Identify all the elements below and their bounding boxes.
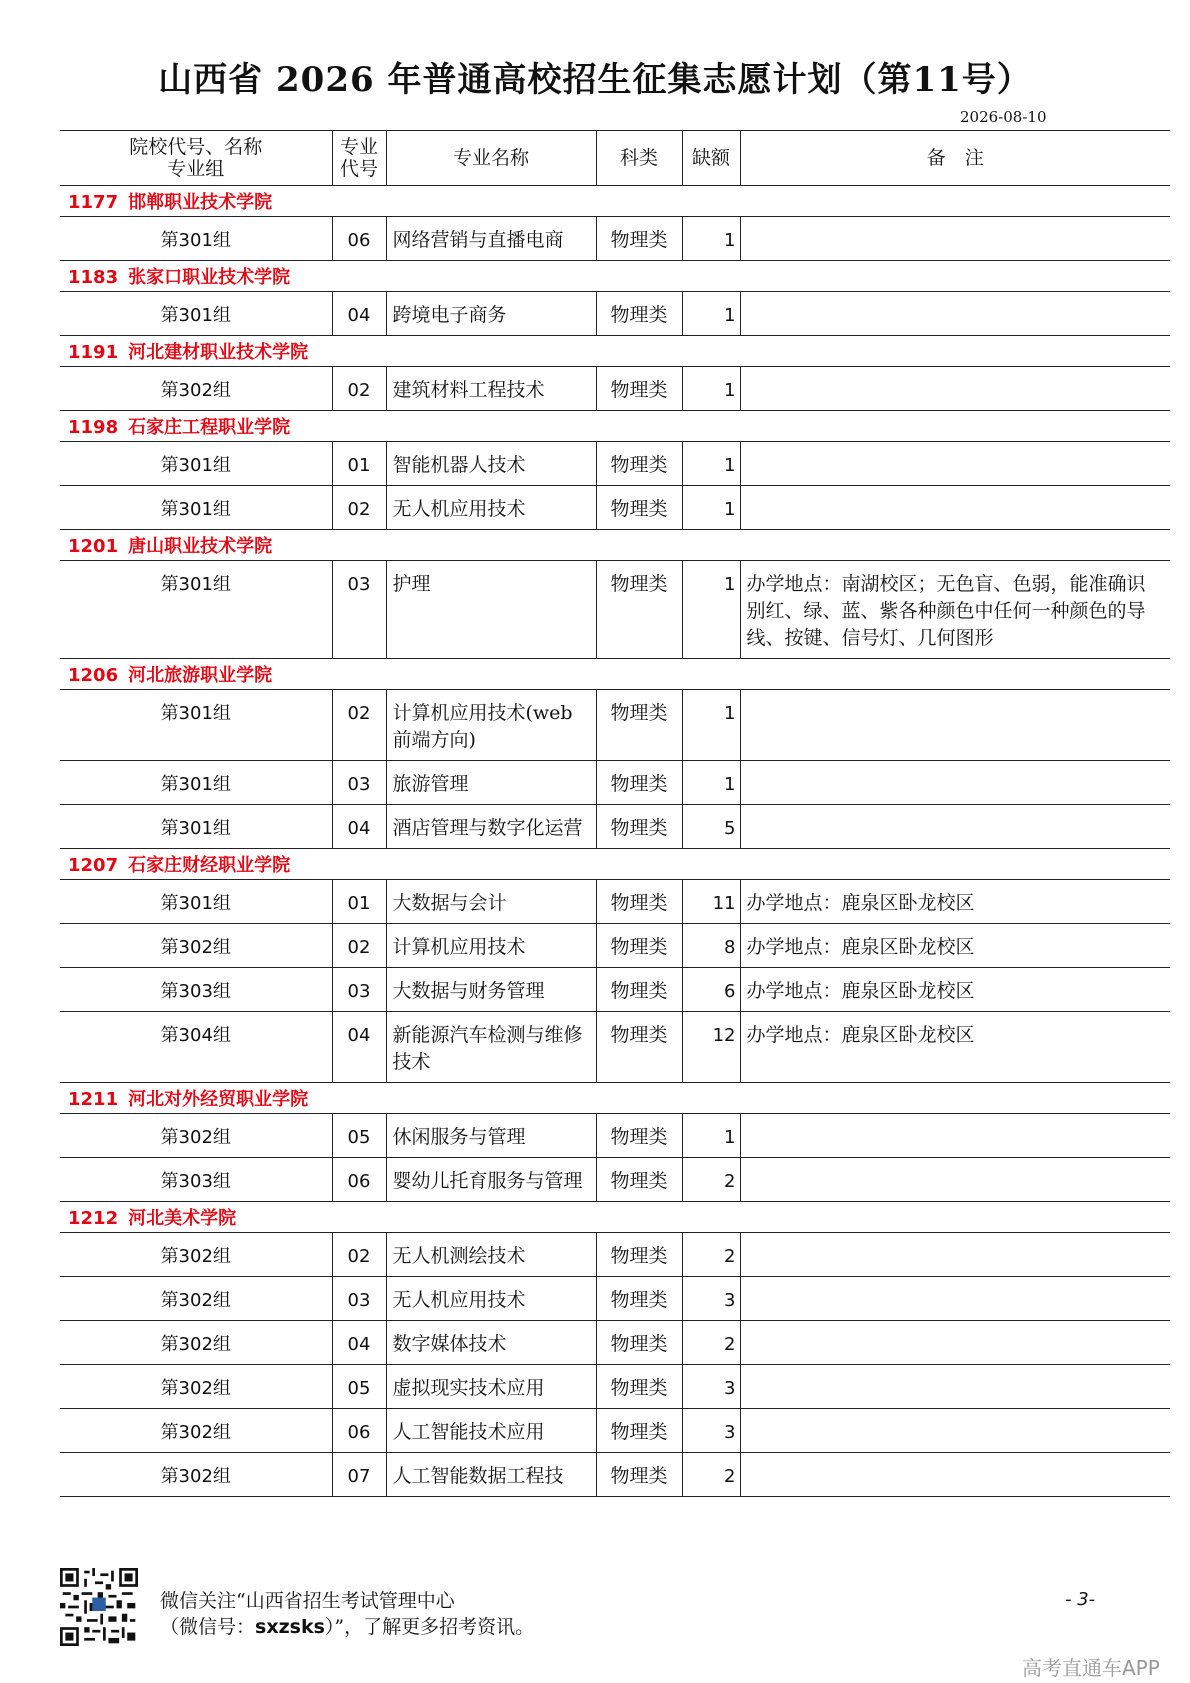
quota-cell: 1 [682,292,740,336]
quota-cell: 1 [682,442,740,486]
table-row [60,1365,1170,1409]
group-cell: 第301组 [60,761,332,805]
table-row [60,367,1170,411]
major-name-cell: 新能源汽车检测与维修技术 [386,1012,596,1083]
header-major-name: 专业名称 [386,131,596,186]
school-name: 邯郸职业技术学院 [128,192,273,213]
header-category: 科类 [596,131,682,186]
major-name-cell: 跨境电子商务 [386,292,596,336]
table-row [60,924,1170,968]
major-code-cell: 02 [332,367,386,411]
table-row [60,217,1170,261]
quota-cell: 12 [682,1012,740,1083]
quota-cell: 1 [682,217,740,261]
table-row [60,761,1170,805]
quota-cell: 11 [682,880,740,924]
major-name-cell: 建筑材料工程技术 [386,367,596,411]
category-cell: 物理类 [596,690,682,761]
major-name-cell: 网络营销与直播电商 [386,217,596,261]
group-cell: 第301组 [60,561,332,659]
group-cell: 第302组 [60,1409,332,1453]
school-code: 1191 [68,342,119,363]
quota-cell: 2 [682,1453,740,1497]
quota-cell: 3 [682,1409,740,1453]
quota-cell: 6 [682,968,740,1012]
note-cell [740,1114,1170,1158]
qr-code-icon [60,1568,138,1646]
major-name-cell: 大数据与财务管理 [386,968,596,1012]
note-cell [740,292,1170,336]
school-row [60,336,1170,367]
major-name-cell: 计算机应用技术(web前端方向) [386,690,596,761]
table-row [60,690,1170,761]
quota-cell: 5 [682,805,740,849]
publish-date: 2026-08-10 [960,108,1047,126]
table-row [60,561,1170,659]
note-cell: 办学地点：鹿泉区卧龙校区 [740,880,1170,924]
category-cell: 物理类 [596,367,682,411]
school-heading [60,186,1170,217]
school-heading [60,530,1170,561]
note-cell [740,1233,1170,1277]
category-cell: 物理类 [596,1321,682,1365]
major-code-cell: 04 [332,292,386,336]
note-cell [740,1277,1170,1321]
header-quota: 缺额 [682,131,740,186]
school-name: 石家庄工程职业学院 [128,417,291,438]
school-name: 石家庄财经职业学院 [128,855,291,876]
category-cell: 物理类 [596,1233,682,1277]
major-name-cell: 无人机测绘技术 [386,1233,596,1277]
group-cell: 第302组 [60,924,332,968]
table-header-row [60,131,1170,186]
table-row [60,1453,1170,1497]
major-code-cell: 03 [332,561,386,659]
group-cell: 第302组 [60,1114,332,1158]
school-row [60,849,1170,880]
note-cell [740,1365,1170,1409]
category-cell: 物理类 [596,880,682,924]
major-code-cell: 03 [332,1277,386,1321]
major-name-cell: 旅游管理 [386,761,596,805]
major-code-cell: 07 [332,1453,386,1497]
footer-line-2-suffix: ）”，了解更多招考资讯。 [324,1616,535,1638]
group-cell: 第302组 [60,1277,332,1321]
category-cell: 物理类 [596,924,682,968]
note-cell [740,442,1170,486]
school-name: 河北美术学院 [128,1208,237,1229]
group-cell: 第302组 [60,1321,332,1365]
major-name-cell: 虚拟现实技术应用 [386,1365,596,1409]
table-row [60,1114,1170,1158]
school-code: 1211 [68,1089,119,1110]
school-code: 1201 [68,536,119,557]
table-row [60,1233,1170,1277]
note-cell [740,1321,1170,1365]
note-cell [740,1409,1170,1453]
major-name-cell: 护理 [386,561,596,659]
school-code: 1212 [68,1208,119,1229]
quota-cell: 1 [682,486,740,530]
table-row [60,1012,1170,1083]
major-code-cell: 06 [332,1158,386,1202]
school-heading [60,659,1170,690]
footer-wechat-note [160,1588,534,1640]
header-school: 院校代号、名称 专业组 [60,131,332,186]
quota-cell: 2 [682,1158,740,1202]
major-code-cell: 06 [332,1409,386,1453]
quota-cell: 3 [682,1365,740,1409]
major-code-cell: 05 [332,1365,386,1409]
major-code-cell: 04 [332,1321,386,1365]
major-code-cell: 02 [332,1233,386,1277]
group-cell: 第301组 [60,880,332,924]
major-name-cell: 人工智能数据工程技 [386,1453,596,1497]
major-name-cell: 婴幼儿托育服务与管理 [386,1158,596,1202]
note-cell [740,1453,1170,1497]
major-name-cell: 智能机器人技术 [386,442,596,486]
major-code-cell: 02 [332,924,386,968]
major-name-cell: 休闲服务与管理 [386,1114,596,1158]
school-code: 1207 [68,855,119,876]
major-code-cell: 01 [332,880,386,924]
group-cell: 第301组 [60,292,332,336]
table-row [60,968,1170,1012]
group-cell: 第303组 [60,1158,332,1202]
category-cell: 物理类 [596,761,682,805]
group-cell: 第302组 [60,1365,332,1409]
major-name-cell: 无人机应用技术 [386,486,596,530]
quota-cell: 1 [682,690,740,761]
school-code: 1206 [68,665,119,686]
quota-cell: 1 [682,367,740,411]
category-cell: 物理类 [596,217,682,261]
note-cell: 办学地点：鹿泉区卧龙校区 [740,1012,1170,1083]
quota-cell: 8 [682,924,740,968]
header-note: 备 注 [740,131,1170,186]
note-cell [740,217,1170,261]
group-cell: 第301组 [60,442,332,486]
major-code-cell: 06 [332,217,386,261]
group-cell: 第301组 [60,217,332,261]
category-cell: 物理类 [596,1453,682,1497]
plan-table-container [60,130,1170,1497]
note-cell [740,805,1170,849]
major-code-cell: 03 [332,761,386,805]
table-row [60,292,1170,336]
major-code-cell: 05 [332,1114,386,1158]
header-major-code: 专业 代号 [332,131,386,186]
footer-line-2 [160,1614,534,1640]
school-heading [60,849,1170,880]
school-code: 1183 [68,267,119,288]
page-title: 山西省 2026 年普通高校招生征集志愿计划（第11号） [158,60,1032,100]
table-row [60,1321,1170,1365]
watermark: 高考直通车APP [1022,1656,1160,1680]
school-heading [60,1202,1170,1233]
school-name: 张家口职业技术学院 [128,267,291,288]
note-cell: 办学地点：南湖校区；无色盲、色弱，能准确识别红、绿、蓝、紫各种颜色中任何一种颜色的导线、按键、信号灯、几何图形 [740,561,1170,659]
school-row [60,261,1170,292]
table-row [60,1409,1170,1453]
major-code-cell: 02 [332,690,386,761]
category-cell: 物理类 [596,1012,682,1083]
note-cell [740,367,1170,411]
category-cell: 物理类 [596,292,682,336]
major-name-cell: 无人机应用技术 [386,1277,596,1321]
group-cell: 第301组 [60,486,332,530]
quota-cell: 1 [682,1114,740,1158]
group-cell: 第302组 [60,367,332,411]
school-row [60,1202,1170,1233]
category-cell: 物理类 [596,1277,682,1321]
quota-cell: 1 [682,761,740,805]
major-code-cell: 03 [332,968,386,1012]
category-cell: 物理类 [596,968,682,1012]
school-name: 河北对外经贸职业学院 [128,1089,309,1110]
note-cell [740,1158,1170,1202]
major-name-cell: 人工智能技术应用 [386,1409,596,1453]
footer-line-2-prefix: （微信号： [160,1616,256,1638]
table-row [60,880,1170,924]
major-code-cell: 04 [332,1012,386,1083]
quota-cell: 2 [682,1233,740,1277]
quota-cell: 1 [682,561,740,659]
note-cell [740,690,1170,761]
table-row [60,486,1170,530]
school-code: 1198 [68,417,119,438]
wechat-id: sxzsks [255,1616,325,1638]
school-heading [60,336,1170,367]
school-row [60,530,1170,561]
school-heading [60,261,1170,292]
major-name-cell: 计算机应用技术 [386,924,596,968]
school-code: 1177 [68,192,119,213]
note-cell [740,761,1170,805]
note-cell [740,486,1170,530]
major-code-cell: 04 [332,805,386,849]
school-name: 唐山职业技术学院 [128,536,273,557]
group-cell: 第302组 [60,1233,332,1277]
category-cell: 物理类 [596,1158,682,1202]
table-row [60,805,1170,849]
category-cell: 物理类 [596,1409,682,1453]
school-row [60,659,1170,690]
quota-cell: 2 [682,1321,740,1365]
major-name-cell: 大数据与会计 [386,880,596,924]
category-cell: 物理类 [596,805,682,849]
category-cell: 物理类 [596,486,682,530]
major-code-cell: 01 [332,442,386,486]
group-cell: 第302组 [60,1453,332,1497]
category-cell: 物理类 [596,442,682,486]
school-row [60,1083,1170,1114]
group-cell: 第304组 [60,1012,332,1083]
page-number: - 3- [1065,1589,1096,1610]
category-cell: 物理类 [596,561,682,659]
school-row [60,186,1170,217]
group-cell: 第301组 [60,690,332,761]
group-cell: 第301组 [60,805,332,849]
plan-table [60,130,1170,1497]
footer-line-1: 微信关注“山西省招生考试管理中心 [160,1590,455,1612]
major-name-cell: 酒店管理与数字化运营 [386,805,596,849]
table-body [60,186,1170,1497]
category-cell: 物理类 [596,1365,682,1409]
quota-cell: 3 [682,1277,740,1321]
school-heading [60,1083,1170,1114]
table-row [60,1277,1170,1321]
major-code-cell: 02 [332,486,386,530]
school-heading [60,411,1170,442]
note-cell: 办学地点：鹿泉区卧龙校区 [740,968,1170,1012]
school-row [60,411,1170,442]
school-name: 河北旅游职业学院 [128,665,273,686]
note-cell: 办学地点：鹿泉区卧龙校区 [740,924,1170,968]
category-cell: 物理类 [596,1114,682,1158]
table-row [60,442,1170,486]
group-cell: 第303组 [60,968,332,1012]
school-name: 河北建材职业技术学院 [128,342,309,363]
major-name-cell: 数字媒体技术 [386,1321,596,1365]
table-row [60,1158,1170,1202]
